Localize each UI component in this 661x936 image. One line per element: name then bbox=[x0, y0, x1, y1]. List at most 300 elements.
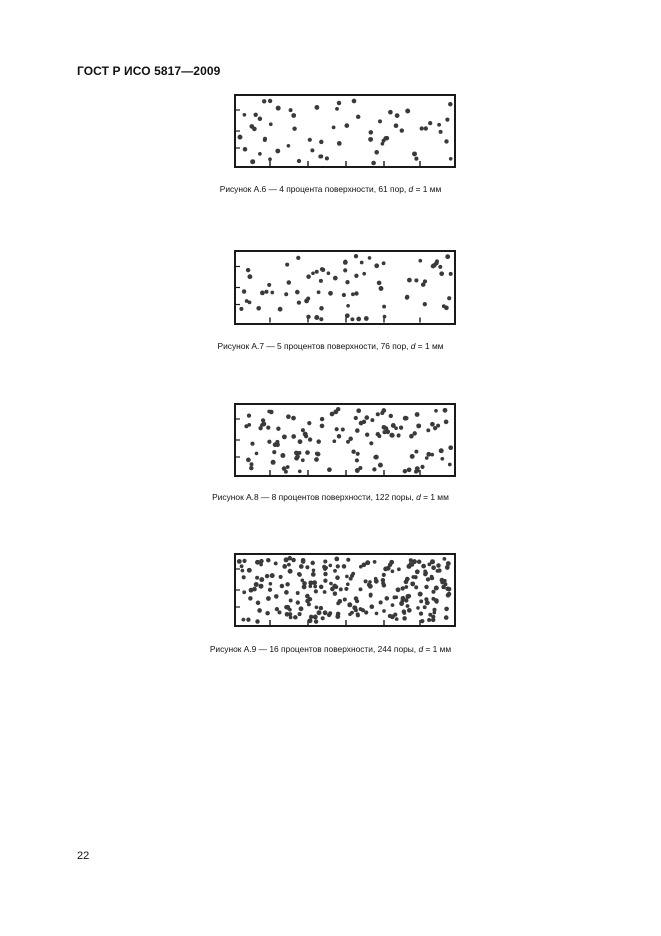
pore-dot bbox=[378, 119, 382, 123]
pore-dot bbox=[383, 315, 387, 319]
pore-dot bbox=[289, 108, 293, 112]
caption-text: Рисунок А.8 — 8 процентов поверхности, 122 поры, bbox=[212, 492, 417, 502]
pore-dot bbox=[343, 597, 347, 601]
pore-dot bbox=[384, 426, 388, 430]
pore-dot bbox=[350, 317, 354, 321]
pore-dot bbox=[405, 295, 409, 299]
pore-dot bbox=[381, 408, 386, 413]
pore-dot bbox=[248, 596, 253, 601]
pore-dot bbox=[449, 157, 453, 161]
pore-dot bbox=[419, 611, 423, 615]
pore-dot bbox=[351, 450, 355, 454]
pore-dot bbox=[395, 113, 400, 118]
pore-dot bbox=[263, 138, 267, 142]
pore-dot bbox=[356, 115, 360, 119]
pore-dot bbox=[412, 151, 417, 156]
pore-dot bbox=[296, 600, 300, 604]
pore-dot bbox=[289, 599, 293, 603]
pore-dot bbox=[373, 560, 377, 564]
pore-dot bbox=[350, 611, 354, 615]
pore-dot bbox=[418, 259, 422, 263]
pore-dot bbox=[265, 611, 270, 616]
pore-dot bbox=[436, 424, 440, 428]
pore-dot bbox=[242, 575, 246, 579]
pore-dot bbox=[382, 305, 386, 309]
pore-dot bbox=[285, 612, 290, 617]
pore-dot bbox=[439, 130, 443, 134]
pore-dot bbox=[308, 618, 313, 623]
pore-dot bbox=[395, 617, 399, 621]
figure-caption-a7 bbox=[0, 341, 661, 351]
pore-dot bbox=[319, 279, 323, 283]
pore-dot bbox=[308, 437, 312, 441]
pore-dot bbox=[424, 585, 428, 589]
pore-dot bbox=[404, 598, 408, 602]
pore-dot bbox=[306, 296, 310, 300]
pore-dot bbox=[365, 433, 369, 437]
pore-dot bbox=[389, 414, 393, 418]
pore-dot bbox=[430, 422, 435, 427]
pore-dot bbox=[286, 465, 290, 469]
pore-dot bbox=[434, 409, 438, 413]
pore-dot bbox=[354, 254, 358, 258]
pore-dot bbox=[407, 608, 412, 613]
pore-dot bbox=[302, 581, 307, 586]
pore-dot bbox=[297, 572, 301, 576]
pore-dot bbox=[445, 565, 450, 570]
pore-dot bbox=[245, 299, 249, 303]
caption-text: Рисунок А.6 — 4 процента поверхности, 61 пор, bbox=[219, 184, 409, 194]
pore-dot bbox=[440, 457, 444, 461]
pore-dot bbox=[370, 418, 374, 422]
pore-dot bbox=[407, 278, 412, 283]
pore-dot bbox=[379, 286, 384, 291]
pore-dot bbox=[443, 408, 448, 413]
pore-dot bbox=[397, 433, 401, 437]
pore-dot bbox=[297, 451, 301, 455]
pore-dot bbox=[376, 432, 380, 436]
pore-dot bbox=[374, 577, 378, 581]
pore-dot bbox=[417, 560, 421, 564]
pore-dot bbox=[334, 585, 338, 589]
pore-dot bbox=[354, 291, 358, 295]
pore-dot bbox=[258, 152, 262, 156]
pore-field bbox=[236, 252, 454, 323]
pore-dot bbox=[285, 582, 289, 586]
pore-dot bbox=[416, 606, 420, 610]
pore-dot bbox=[425, 456, 429, 460]
pore-dot bbox=[354, 416, 358, 420]
document-header: ГОСТ Р ИСО 5817—2009 bbox=[77, 64, 221, 78]
pore-dot bbox=[275, 607, 279, 611]
pore-dot bbox=[420, 619, 424, 623]
pore-dot bbox=[312, 568, 316, 572]
pore-dot bbox=[399, 601, 404, 606]
pore-dot bbox=[336, 601, 340, 605]
pore-dot bbox=[419, 599, 423, 603]
pore-dot bbox=[335, 107, 339, 111]
pore-dot bbox=[386, 566, 391, 571]
figure-caption-a9 bbox=[0, 644, 661, 654]
pore-dot bbox=[347, 602, 352, 607]
pore-dot bbox=[368, 137, 373, 142]
pore-dot bbox=[282, 466, 287, 471]
pore-dot bbox=[266, 558, 270, 562]
pore-dot bbox=[297, 300, 301, 304]
pore-dot bbox=[314, 315, 319, 320]
pore-dot bbox=[332, 439, 336, 443]
pore-dot bbox=[249, 462, 253, 466]
pore-dot bbox=[330, 587, 334, 591]
pore-dot bbox=[315, 270, 319, 274]
pore-dot bbox=[354, 608, 358, 612]
pore-dot bbox=[246, 618, 250, 622]
pore-dot bbox=[323, 579, 327, 583]
pore-dot bbox=[333, 569, 337, 573]
pore-dot bbox=[284, 557, 289, 562]
pore-dot bbox=[323, 610, 328, 615]
pore-dot bbox=[329, 582, 333, 586]
pore-dot bbox=[382, 609, 386, 613]
pore-dot bbox=[328, 564, 332, 568]
pore-dot bbox=[352, 99, 357, 104]
pore-dot bbox=[325, 156, 329, 160]
pore-dot bbox=[339, 587, 343, 591]
pore-dot bbox=[402, 616, 407, 621]
pore-dot bbox=[444, 305, 449, 310]
pore-dot bbox=[376, 412, 380, 416]
pore-dot bbox=[391, 569, 395, 573]
pore-dot bbox=[243, 147, 248, 152]
pore-dot bbox=[242, 289, 246, 293]
pore-dot bbox=[291, 113, 296, 118]
pore-dot bbox=[255, 452, 259, 456]
pore-dot bbox=[370, 604, 375, 609]
pore-dot bbox=[432, 611, 436, 615]
pore-dot bbox=[382, 430, 386, 434]
pore-dot bbox=[356, 452, 360, 456]
pore-dot bbox=[256, 306, 261, 311]
pore-dot bbox=[275, 149, 280, 154]
pore-dot bbox=[269, 410, 274, 415]
pore-dot bbox=[320, 417, 324, 421]
pore-dot bbox=[445, 254, 450, 259]
pore-dot bbox=[335, 614, 340, 619]
pore-dot bbox=[439, 448, 444, 453]
pore-dot bbox=[423, 605, 427, 609]
pore-dot bbox=[284, 590, 289, 595]
pore-dot bbox=[365, 415, 370, 420]
pore-dot bbox=[439, 271, 444, 276]
pore-dot bbox=[335, 427, 339, 431]
pore-dot bbox=[369, 593, 373, 597]
pore-dot bbox=[346, 304, 350, 308]
pore-dot bbox=[257, 608, 262, 613]
pore-dot bbox=[396, 587, 401, 592]
pore-dot bbox=[406, 604, 410, 608]
pore-dot bbox=[351, 292, 355, 296]
pore-dot bbox=[333, 276, 338, 281]
pore-dot bbox=[414, 585, 418, 589]
pore-dot bbox=[434, 599, 438, 603]
pore-dot bbox=[355, 428, 360, 433]
pore-dot bbox=[415, 569, 420, 574]
pore-dot bbox=[310, 561, 314, 565]
pore-dot bbox=[359, 607, 363, 611]
pore-dot bbox=[394, 123, 399, 128]
pore-dot bbox=[404, 416, 408, 420]
pore-dot bbox=[349, 577, 353, 581]
pore-dot bbox=[423, 302, 427, 306]
pore-dot bbox=[362, 272, 366, 276]
pore-dot bbox=[246, 268, 250, 272]
pore-dot bbox=[440, 578, 445, 583]
porosity-figure-a8 bbox=[234, 403, 456, 477]
pore-dot bbox=[256, 601, 261, 606]
pore-dot bbox=[315, 605, 319, 609]
pore-dot bbox=[437, 123, 441, 127]
pore-dot bbox=[390, 433, 395, 438]
pore-dot bbox=[266, 596, 271, 601]
pore-dot bbox=[342, 293, 346, 297]
pore-dot bbox=[313, 585, 317, 589]
pore-dot bbox=[401, 586, 405, 590]
pore-dot bbox=[378, 463, 383, 468]
pore-dot bbox=[249, 466, 253, 470]
pore-dot bbox=[298, 439, 303, 444]
pore-dot bbox=[356, 317, 361, 322]
pore-dot bbox=[415, 466, 420, 471]
caption-variable: d bbox=[408, 184, 414, 194]
pore-dot bbox=[299, 606, 304, 611]
pore-dot bbox=[285, 263, 289, 267]
pore-dot bbox=[447, 296, 451, 300]
pore-dot bbox=[431, 615, 435, 619]
pore-dot bbox=[275, 442, 280, 447]
pore-dot bbox=[255, 619, 259, 623]
pore-dot bbox=[280, 453, 285, 458]
pore-dot bbox=[321, 616, 325, 620]
pore-dot bbox=[305, 450, 310, 455]
pore-dot bbox=[239, 307, 243, 311]
pore-dot bbox=[389, 560, 394, 565]
pore-dot bbox=[314, 589, 318, 593]
pore-dot bbox=[311, 572, 316, 577]
pore-dot bbox=[359, 421, 364, 426]
pore-dot bbox=[301, 458, 305, 462]
caption-text: Рисунок А.9 — 16 процентов поверхности, 244 поры, bbox=[209, 644, 419, 654]
pore-dot bbox=[291, 558, 295, 562]
pore-dot bbox=[445, 118, 449, 122]
pore-dot bbox=[314, 457, 319, 462]
pore-dot bbox=[414, 450, 418, 454]
pore-dot bbox=[298, 612, 302, 616]
pore-dot bbox=[428, 121, 432, 125]
pore-dot bbox=[320, 267, 324, 271]
pore-dot bbox=[272, 450, 276, 454]
pore-dot bbox=[262, 99, 266, 103]
pore-dot bbox=[448, 463, 452, 467]
pore-dot bbox=[292, 127, 296, 131]
pore-dot bbox=[444, 615, 449, 620]
pore-dot bbox=[356, 408, 361, 413]
pore-dot bbox=[368, 580, 372, 584]
pore-dot bbox=[377, 281, 382, 286]
pore-dot bbox=[344, 123, 349, 128]
caption-variable: d bbox=[416, 492, 421, 502]
pore-dot bbox=[266, 425, 270, 429]
pore-dot bbox=[294, 615, 298, 619]
pore-dot bbox=[344, 587, 348, 591]
pore-dot bbox=[258, 117, 263, 122]
caption-value: = 1 мм bbox=[420, 492, 449, 502]
pore-dot bbox=[291, 434, 296, 439]
pore-dot bbox=[426, 428, 430, 432]
pore-dot bbox=[418, 592, 423, 597]
pore-dot bbox=[407, 564, 412, 569]
pore-field bbox=[236, 96, 454, 166]
pore-dot bbox=[299, 564, 304, 569]
pore-dot bbox=[385, 596, 390, 601]
pore-dot bbox=[345, 575, 349, 579]
pore-dot bbox=[432, 263, 437, 268]
pore-dot bbox=[403, 469, 407, 473]
pore-dot bbox=[368, 256, 372, 260]
pore-dot bbox=[323, 559, 327, 563]
pore-dot bbox=[337, 434, 342, 439]
pore-dot bbox=[307, 602, 311, 606]
caption-text: Рисунок А.7 — 5 процентов поверхности, 76 пор, bbox=[217, 341, 411, 351]
pore-dot bbox=[267, 283, 271, 287]
pore-dot bbox=[274, 561, 278, 565]
pore-dot bbox=[359, 587, 363, 591]
pore-dot bbox=[242, 559, 246, 563]
pore-dot bbox=[306, 274, 311, 279]
pore-dot bbox=[259, 563, 263, 567]
pore-dot bbox=[372, 467, 376, 471]
pore-dot bbox=[311, 271, 315, 275]
pore-dot bbox=[414, 157, 418, 161]
pore-dot bbox=[319, 140, 323, 144]
pore-dot bbox=[410, 581, 415, 586]
pore-dot bbox=[259, 577, 264, 582]
pore-dot bbox=[397, 567, 401, 571]
pore-dot bbox=[317, 610, 322, 615]
pore-dot bbox=[373, 455, 377, 459]
pore-dot bbox=[274, 594, 279, 599]
pore-dot bbox=[393, 613, 397, 617]
pore-dot bbox=[375, 612, 379, 616]
pore-dot bbox=[410, 454, 415, 459]
pore-dot bbox=[332, 126, 336, 130]
pore-dot bbox=[322, 565, 326, 569]
pore-dot bbox=[341, 428, 345, 432]
pore-dot bbox=[306, 315, 310, 319]
pore-dot bbox=[445, 587, 450, 592]
pore-dot bbox=[360, 261, 364, 265]
pore-dot bbox=[319, 154, 323, 158]
pore-dot bbox=[319, 317, 323, 321]
pore-dot bbox=[268, 157, 272, 161]
pore-dot bbox=[364, 579, 368, 583]
pore-dot bbox=[337, 101, 341, 105]
pore-dot bbox=[312, 580, 317, 585]
pore-dot bbox=[242, 618, 246, 622]
pore-dot bbox=[345, 313, 350, 318]
pore-dot bbox=[407, 467, 412, 472]
pore-dot bbox=[336, 564, 340, 568]
pore-dot bbox=[303, 432, 308, 437]
pore-dot bbox=[327, 467, 332, 472]
pore-dot bbox=[255, 560, 260, 565]
pore-field bbox=[236, 555, 454, 625]
pore-dot bbox=[337, 141, 342, 146]
pore-dot bbox=[269, 122, 273, 126]
pore-dot bbox=[289, 616, 293, 620]
pore-field bbox=[236, 405, 454, 475]
pore-dot bbox=[265, 574, 269, 578]
pore-dot bbox=[254, 582, 259, 587]
pore-dot bbox=[255, 576, 259, 580]
pore-dot bbox=[335, 575, 340, 580]
pore-dot bbox=[446, 593, 451, 598]
pore-dot bbox=[288, 569, 293, 574]
pore-dot bbox=[385, 136, 390, 141]
pore-dot bbox=[276, 106, 281, 111]
pore-dot bbox=[431, 590, 435, 594]
pore-dot bbox=[250, 442, 254, 446]
pore-dot bbox=[278, 307, 283, 312]
pore-dot bbox=[252, 127, 257, 132]
pore-dot bbox=[244, 424, 248, 428]
pore-dot bbox=[323, 590, 327, 594]
pore-dot bbox=[280, 584, 284, 588]
pore-dot bbox=[441, 585, 446, 590]
pore-dot bbox=[287, 280, 292, 285]
pore-dot bbox=[301, 428, 305, 432]
pore-dot bbox=[308, 138, 312, 142]
pore-dot bbox=[305, 565, 309, 569]
pore-dot bbox=[425, 600, 430, 605]
pore-dot bbox=[393, 595, 397, 599]
pore-dot bbox=[278, 610, 282, 614]
porosity-figure-a6 bbox=[234, 94, 456, 168]
pore-dot bbox=[319, 606, 323, 610]
pore-dot bbox=[449, 272, 453, 276]
pore-dot bbox=[316, 452, 321, 457]
pore-dot bbox=[404, 585, 408, 589]
pore-dot bbox=[247, 274, 252, 279]
pore-dot bbox=[260, 423, 264, 427]
pore-dot bbox=[317, 290, 321, 294]
pore-dot bbox=[333, 591, 338, 596]
pore-dot bbox=[327, 271, 331, 275]
page-number: 22 bbox=[77, 850, 90, 862]
pore-dot bbox=[328, 291, 333, 296]
pore-dot bbox=[270, 573, 275, 578]
pore-dot bbox=[243, 113, 247, 117]
pore-dot bbox=[362, 562, 367, 567]
pore-dot bbox=[369, 441, 373, 445]
pore-dot bbox=[259, 584, 264, 589]
pore-dot bbox=[379, 601, 383, 605]
pore-dot bbox=[316, 439, 321, 444]
pore-dot bbox=[314, 105, 319, 110]
pore-dot bbox=[295, 290, 300, 295]
pore-dot bbox=[296, 591, 300, 595]
pore-dot bbox=[405, 109, 410, 114]
figure-caption-a6 bbox=[0, 184, 661, 194]
